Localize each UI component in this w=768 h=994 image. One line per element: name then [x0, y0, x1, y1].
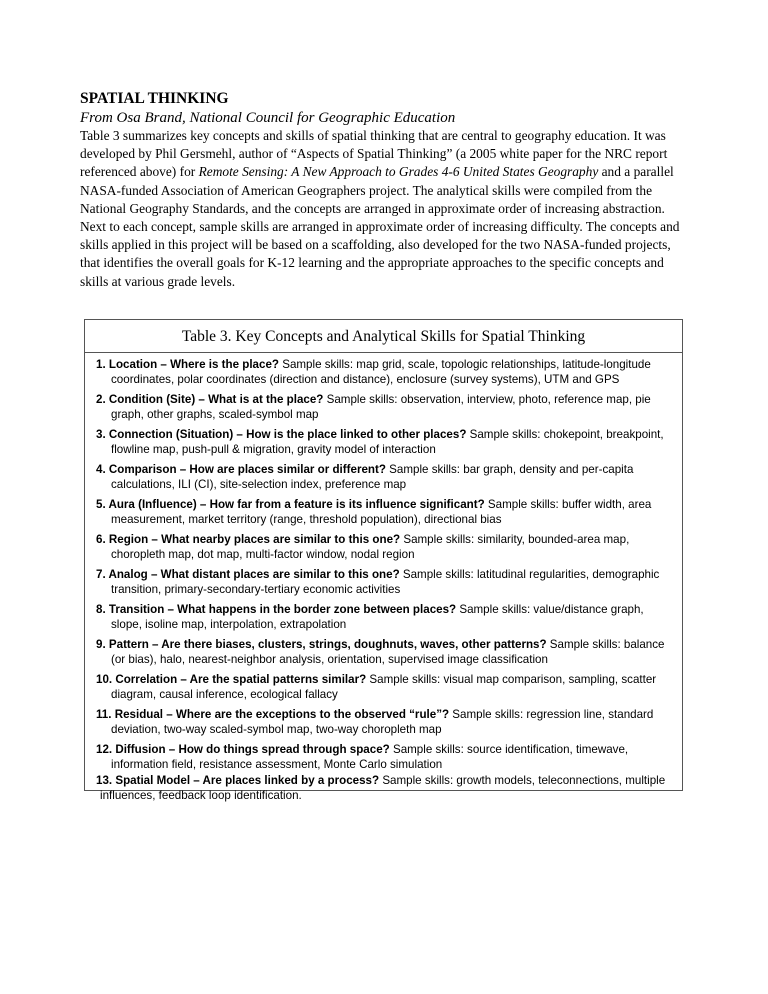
- concept-item-transition: [96, 602, 676, 632]
- concept-name: 6. Region – What nearby places are similar to this one?: [96, 533, 401, 546]
- concept-name: 4. Comparison – How are places similar or different?: [96, 463, 386, 476]
- concepts-table: [84, 319, 683, 802]
- concept-name: 8. Transition – What happens in the border zone between places?: [96, 603, 457, 616]
- concept-item-region: [96, 532, 676, 562]
- concept-skills: Sample skills: source identification, timewave, information field, resistance assessment, Monte Carlo simulation: [111, 743, 629, 771]
- concept-item-correlation: [96, 672, 676, 702]
- intro-text-1: Table 3 summarizes key concepts and skills of spatial thinking that are central to geography education. It was developed by Phil Gersmehl, author of “Aspects of Spatial Thinking” (a 2005 white paper for the NRC report referenced above) for: [80, 128, 668, 180]
- concept-item-pattern: [96, 637, 676, 667]
- concept-skills: Sample skills: latitudinal regularities, demographic transition, primary-secondary-tertiary economic activities: [111, 568, 660, 596]
- concept-name: 12. Diffusion – How do things spread through space?: [96, 743, 390, 756]
- concept-item-condition: [96, 392, 676, 422]
- concept-skills: Sample skills: chokepoint, breakpoint, flowline map, push-pull & migration, gravity model of interaction: [111, 428, 664, 456]
- concept-skills: Sample skills: visual map comparison, sampling, scatter diagram, causal inference, ecological fallacy: [111, 673, 657, 701]
- intro-text-2: and a parallel NASA-funded Association of American Geographers project. The analytical skills were compiled from the National Geography Standards, and the concepts are arranged in approximate order of increasing abstraction. Next to each concept, sample skills are arranged in approximate order of increasing difficulty. The concepts and skills applied in this project will be based on a scaffolding, also developed for the two NASA-funded projects, that identifies the overall goals for K-12 learning and the appropriate approaches to the specific concepts and skills at various grade levels.: [80, 164, 680, 289]
- concept-name: 2. Condition (Site) – What is at the place?: [96, 393, 324, 406]
- concept-skills: Sample skills: balance (or bias), halo, nearest-neighbor analysis, orientation, supervised image classification: [111, 638, 665, 666]
- concept-name: 7. Analog – What distant places are similar to this one?: [96, 568, 400, 581]
- concept-skills: Sample skills: bar graph, density and per-capita calculations, ILI (CI), site-selection index, preference map: [111, 463, 634, 491]
- concept-name: 3. Connection (Situation) – How is the place linked to other places?: [96, 428, 467, 441]
- concept-name: 10. Correlation – Are the spatial patterns similar?: [96, 673, 367, 686]
- concept-item-aura: [96, 497, 676, 527]
- concept-item-spatial-model: [96, 773, 676, 803]
- concept-skills: Sample skills: value/distance graph, slope, isoline map, interpolation, extrapolation: [111, 603, 644, 631]
- concept-item-comparison: [96, 462, 676, 492]
- concept-skills: Sample skills: buffer width, area measurement, market territory (range, threshold population), directional bias: [111, 498, 652, 526]
- table-title: Table 3. Key Concepts and Analytical Skills for Spatial Thinking: [85, 320, 682, 353]
- concept-item-residual: [96, 707, 676, 737]
- intro-paragraph: [80, 127, 692, 291]
- section-subheading: From Osa Brand, National Council for Geographic Education: [80, 110, 456, 126]
- concept-name: 13. Spatial Model – Are places linked by a process?: [96, 774, 380, 787]
- concept-name: 5. Aura (Influence) – How far from a feature is its influence significant?: [96, 498, 485, 511]
- intro-title-1: Remote Sensing: A New Approach to Grades 4-6 United States Geography: [198, 164, 599, 180]
- table-items: [85, 353, 682, 803]
- concept-item-diffusion: [96, 742, 676, 772]
- concept-skills: Sample skills: similarity, bounded-area map, choropleth map, dot map, multi-factor window, nodal region: [111, 533, 630, 561]
- concept-skills: Sample skills: regression line, standard deviation, two-way scaled-symbol map, two-way choropleth map: [111, 708, 654, 736]
- concept-skills: Sample skills: observation, interview, photo, reference map, pie graph, other graphs, scaled-symbol map: [111, 393, 651, 421]
- concept-skills: Sample skills: growth models, teleconnections, multiple influences, feedback loop identification.: [100, 774, 666, 802]
- concept-name: 11. Residual – Where are the exceptions to the observed “rule”?: [96, 708, 450, 721]
- concept-item-location: [96, 357, 676, 387]
- concept-item-analog: [96, 567, 676, 597]
- section-heading: SPATIAL THINKING: [80, 90, 229, 107]
- concept-name: 1. Location – Where is the place?: [96, 358, 279, 371]
- concept-item-connection: [96, 427, 676, 457]
- concept-skills: Sample skills: map grid, scale, topologic relationships, latitude-longitude coordinates, polar coordinates (direction and distance), enclosure (survey systems), UTM and GPS: [111, 358, 651, 386]
- concept-name: 9. Pattern – Are there biases, clusters, strings, doughnuts, waves, other patterns?: [96, 638, 547, 651]
